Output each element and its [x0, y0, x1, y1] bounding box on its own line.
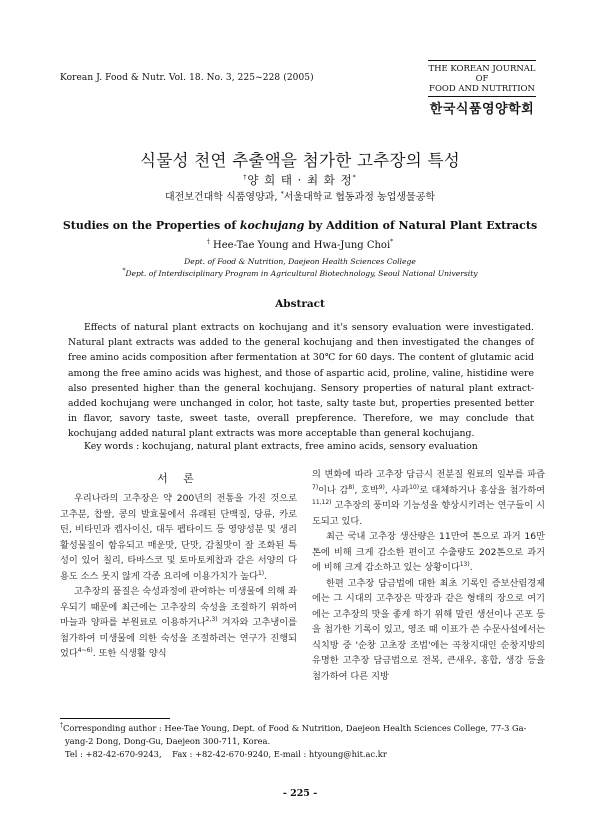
- journal-name-ko: 한국식품영양학회: [429, 102, 535, 117]
- intro-paragraph-3: [312, 467, 545, 529]
- affiliation-english-2: [0, 269, 600, 278]
- abstract-heading: Abstract: [275, 298, 325, 310]
- intro-paragraph-5: 한편 고추장 담금법에 대한 최초 기록인 증보산림경제에는 그 시대의 고추장은 막장과 같은 형태의 장으로 여기에는 고추장의 맛을 좋게 하기 위해 말린 생선이나 곤포 등을 첨가한 기록이 있고, 영조 때 이표가 쓴 수문사설에서는 식치방 중 '순창 고초장 조법'에는 곡창지대인 순창지방의 유명한 고추장 담금법으로 전복, 큰새우, 홍합, 생강 등을 첨가하여 다른 지방: [312, 577, 545, 682]
- footnote-text: Corresponding author : Hee-Tae Young, Dept. of Food & Nutrition, Daejeon Health Sciences College, 77-3 Ga-: [63, 723, 527, 733]
- affiliation-mark: *: [390, 238, 394, 246]
- text: , 사과: [384, 484, 410, 496]
- citation-sup: 8): [348, 483, 355, 491]
- authors-korean-names: 양 희 태 · 최 화 정: [247, 173, 353, 187]
- text: 이나 감: [318, 484, 349, 496]
- left-column: [60, 491, 297, 662]
- footnote-line-3: Tel : +82-42-670-9243, Fax : +82-42-670-9240, E-mail : htyoung@hit.ac.kr: [65, 749, 387, 759]
- divider: [428, 60, 536, 61]
- keywords-text: kochujang, natural plant extracts, free amino acids, sensory evaluation: [139, 441, 478, 452]
- corresponding-mark: †: [60, 722, 63, 730]
- intro-paragraph-2: [60, 584, 297, 662]
- citation-sup: 1): [257, 569, 265, 577]
- corresponding-mark: †: [243, 174, 248, 182]
- title-english-italic: kochujang: [239, 219, 305, 232]
- text: , 호박: [354, 484, 379, 496]
- text: 고추장의 풍미와 기능성을 향상시키려는 연구들이 시도되고 있다.: [312, 500, 545, 527]
- affiliation-korean: [0, 188, 600, 203]
- citation-sup: 13): [459, 560, 470, 568]
- keywords: [68, 441, 534, 452]
- title-korean: 식물성 천연 추출액을 첨가한 고추장의 특성: [139, 151, 461, 170]
- footnote-line-2: yang-2 Dong, Dong-Gu, Daejeon 300-711, Korea.: [65, 736, 271, 746]
- intro-paragraph-1: [60, 491, 297, 584]
- period: .: [469, 562, 473, 573]
- text: 로 대체하거나 홍삼을 첨가하여: [419, 484, 546, 496]
- intro-paragraph-4: [312, 529, 545, 576]
- citation-sup: 11,12): [312, 498, 332, 506]
- intro-paragraph-2-text: 고추장의 품질은 숙성과정에 관여하는 미생물에 의해 좌우되기 때문에 최근에는 고추장의 숙성을 조절하기 위하여 마늘과 양파를 부원료로 이용하거나: [60, 586, 297, 628]
- section-heading-introduction: 서 론: [157, 472, 200, 485]
- footnote: [60, 722, 540, 761]
- text: 최근 국내 고추장 생산량은 11만여 톤으로 과거 16만 톤에 비해 크게 감소한 편이고 수출량도 202톤으로 과거에 비해 크게 감소하고 있는 상황이다: [312, 531, 545, 573]
- affiliation-english-1: Dept. of Food & Nutrition, Daejeon Health Sciences College: [184, 257, 416, 266]
- citation-sup: 7): [312, 483, 319, 491]
- affiliation-mark: *: [280, 190, 284, 198]
- title-english-part1: Studies on the Properties of: [62, 219, 240, 232]
- authors-english: [0, 240, 600, 251]
- text: 의 변화에 따라 고추장 담금시 전분질 원료의 일부를 파즙: [312, 469, 545, 480]
- title-english-part2: by Addition of Natural Plant Extracts: [304, 219, 538, 232]
- citation-sup: 4~6): [77, 646, 93, 654]
- footnote-divider: [60, 718, 170, 719]
- divider: [428, 96, 536, 97]
- footnote-line-1: [60, 722, 540, 735]
- journal-name-en-line1: THE KOREAN JOURNAL OF: [428, 64, 536, 84]
- corresponding-mark: †: [206, 238, 210, 246]
- right-column: [312, 467, 545, 684]
- page-number: - 225 -: [282, 788, 318, 799]
- journal-name-en-line2: FOOD AND NUTRITION: [429, 84, 535, 94]
- intro-paragraph-2-text-b: 겨자와 고추냉이를 첨가하여 미생물에 의한 숙성을 조절하려는 연구가 진행되었다: [60, 617, 298, 659]
- affiliation-korean-1: 대전보건대학 식품영양과,: [164, 192, 278, 203]
- intro-paragraph-1-text: 우리나라의 고추장은 약 200년의 전통을 가진 것으로 고추분, 찹쌀, 콩의 발효물에서 유래된 단백질, 당류, 카로틴, 비타민과 캡사이신, 대두 펩타이드 등 영양성분 및 생리활성물질이 함유되고 매운맛, 단맛, 감칠맛이 잘 조화된 특성이 있어 칠리, 타바스코 및 토마토케찹과 같은 서양의 다용도 소스 못지 않게 각종 요리에 이용가치가 높다: [60, 493, 297, 582]
- citation-sup: 10): [409, 483, 420, 491]
- authors-english-names: Hee-Tae Young and Hwa-Jung Choi: [213, 240, 391, 251]
- authors-korean: [0, 172, 600, 188]
- intro-paragraph-2-text-c: . 또한 식생활 양식: [92, 648, 167, 659]
- affiliation-korean-2: 서울대학교 협동과정 농업생물공학: [283, 192, 436, 203]
- citation-sup: 2,3): [205, 615, 218, 623]
- journal-logo-box: [428, 60, 536, 117]
- abstract-paragraph: Effects of natural plant extracts on kochujang and it's sensory evaluation were investigated. Natural plant extracts was added to the general kochujang and then investigated the changes of free amino acids composition after fermentation at 30℃ for 60 days. The content of glutamic acid among the free amino acids was highest, and those of aspartic acid, proline, valine, histidine were also presented higher than the general kochujang. Sensory properties of natural plant extract-added kochujang were unchanged in color, hot taste, salty taste but, properties presented better in flavor, savory taste, sweet taste, overall prepference. Therefore, we may conclude that kochujang added natural plant extracts was more acceptable than general kochujang.: [68, 322, 534, 440]
- journal-citation: Korean J. Food & Nutr. Vol. 18. No. 3, 225~228 (2005): [60, 73, 314, 83]
- citation-sup: 9): [378, 483, 385, 491]
- affiliation-english-2-text: Dept. of Interdisciplinary Program in Agricultural Biotechnology, Seoul National University: [125, 269, 478, 278]
- abstract-body: [68, 320, 534, 442]
- title-english: [0, 219, 600, 232]
- keywords-label: Key words :: [84, 441, 140, 452]
- affiliation-mark: *: [352, 174, 357, 182]
- affiliation-mark: *: [122, 267, 126, 275]
- period: .: [264, 570, 268, 582]
